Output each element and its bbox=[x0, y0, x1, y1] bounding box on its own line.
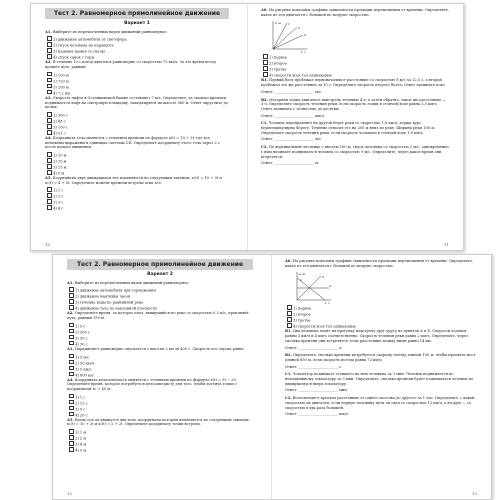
option-text: 4) 5 м bbox=[75, 448, 87, 453]
answer-unit: м/с. bbox=[315, 137, 323, 142]
option-text: 3) 100 с bbox=[53, 125, 68, 130]
answer-unit: мин. bbox=[339, 388, 348, 393]
x-axis-label: t, c bbox=[301, 50, 306, 54]
answer-line bbox=[261, 114, 449, 119]
option-text: 4) 51 с bbox=[53, 131, 66, 136]
checkbox-square[interactable] bbox=[287, 305, 292, 310]
option-text: 2) 48 с bbox=[53, 119, 66, 124]
option-text: 3) третье bbox=[293, 318, 311, 323]
task-item bbox=[45, 60, 229, 69]
answer-line bbox=[285, 365, 477, 370]
task-list bbox=[45, 30, 229, 212]
task-text: Два человека ходят на прогулку навстречу друг другу из пунктов А и Б. Скорости ходоков равны 3 км/ч и 4 км/ч соответственно. Скорость течения реки равна 2 км/ч. Определите, через сколько времени они встретятся, если расстояние между ними равно 14 км. bbox=[285, 329, 468, 343]
checkbox-square[interactable] bbox=[69, 287, 74, 292]
task-item bbox=[67, 418, 253, 427]
option-text: 4) 800 м/с bbox=[75, 372, 94, 377]
left-page bbox=[39, 4, 235, 250]
task-number: В2. bbox=[285, 353, 292, 358]
answer-label: Ответ: bbox=[261, 137, 274, 142]
task-text: Эскалатор поднимает стоящего на нем человека за 1 мин. Человек поднимается по неподвижному эскалатору за 3 мин. Определите, сколько времени будет подниматься человек по движущемуся вверх эскалатору. bbox=[285, 372, 474, 386]
line-label-1: 1 bbox=[288, 22, 290, 27]
option-text: 1) движение автомобиля при торможении bbox=[75, 288, 156, 293]
checkbox-square[interactable] bbox=[287, 317, 292, 322]
right-page bbox=[255, 4, 455, 250]
task-text: Человек переправляет на другой берег реки со скоростью 1,8 км/ч, держа курс перпендикулярно берегу. Течение относит его на 200 м вниз по реке. Ширина реки 100 м. Определите скорость течения реки, если скорость человека в стоячей воде 1,8 км/ч. bbox=[261, 121, 436, 135]
task-number: А4. bbox=[45, 135, 52, 140]
task-item bbox=[67, 281, 253, 286]
checkbox-square[interactable] bbox=[47, 118, 52, 123]
checkbox-square[interactable] bbox=[47, 72, 52, 77]
option-text: 4) спуск санок с горы bbox=[53, 55, 95, 60]
task-list bbox=[67, 281, 253, 453]
checkbox-square[interactable] bbox=[47, 193, 52, 198]
checkbox-square[interactable] bbox=[47, 199, 52, 204]
option-text: 2) 20 м bbox=[53, 159, 67, 164]
task-number: С1. bbox=[261, 121, 268, 126]
checkbox-square[interactable] bbox=[263, 54, 268, 59]
task-number: А3. bbox=[45, 95, 52, 100]
task-item bbox=[261, 145, 449, 159]
task-a6 bbox=[261, 8, 449, 17]
answer-line bbox=[285, 388, 477, 393]
option-text: 3) течение воды по равнинной реке bbox=[75, 300, 144, 305]
checkbox-square[interactable] bbox=[69, 441, 74, 446]
answer-label: Ответ: bbox=[285, 412, 298, 417]
checkbox-square[interactable] bbox=[69, 354, 74, 359]
task-item bbox=[261, 121, 449, 135]
checkbox-square[interactable] bbox=[47, 54, 52, 59]
task-number: А2. bbox=[45, 60, 52, 65]
checkbox-square[interactable] bbox=[263, 72, 268, 77]
checkbox-square[interactable] bbox=[47, 48, 52, 53]
checkbox-square[interactable] bbox=[69, 335, 74, 340]
task-number: А5. bbox=[45, 176, 52, 181]
task-item bbox=[67, 347, 253, 352]
checkbox-square[interactable] bbox=[47, 170, 52, 175]
option-text: 1) 1 с bbox=[53, 188, 64, 193]
task-number: А6. bbox=[285, 259, 292, 263]
line-label-1: 1 bbox=[300, 278, 302, 283]
option-text: 4) скорости всех тел одинаковые bbox=[269, 73, 332, 78]
answer-blank[interactable]: ______________________ bbox=[273, 113, 316, 118]
option-text: 4) скорости всех тел одинаковые bbox=[293, 324, 356, 329]
option-text: 3) 15 м bbox=[53, 165, 67, 170]
task-item bbox=[285, 372, 477, 386]
task-number: С2. bbox=[285, 396, 292, 401]
option-text: 2) второе bbox=[293, 312, 311, 317]
x-axis-label: t, c bbox=[325, 301, 330, 305]
y-axis-label: s, м bbox=[299, 272, 305, 277]
option-text: 1) 5 с bbox=[75, 324, 86, 329]
page-number: 12 bbox=[67, 491, 73, 497]
graph-line-3 bbox=[273, 35, 303, 49]
answer-unit: м/с. bbox=[315, 89, 323, 94]
checkbox-square[interactable] bbox=[47, 130, 52, 135]
checkbox-square[interactable] bbox=[47, 164, 52, 169]
line-label-2: 2 bbox=[322, 275, 324, 280]
checkbox-square[interactable] bbox=[47, 187, 52, 192]
checkbox-square[interactable] bbox=[69, 394, 74, 399]
task-text: Моторная лодка двигалась навстречу течению 4 ч, а затем обратно, такое же расстояние — 3 ч. Определите скорость течения реки, если скорость лодки в стоячей воде равна 3,5 км/ч. Ответ запишите с точностью до десятых. bbox=[261, 97, 446, 111]
page-gutter bbox=[247, 4, 248, 250]
answer-line bbox=[261, 137, 449, 142]
checkbox-square[interactable] bbox=[69, 406, 74, 411]
page-number: 13 bbox=[471, 491, 477, 497]
book-spread-variant-2 bbox=[52, 254, 492, 500]
answer-blank[interactable]: ______________________ bbox=[297, 412, 340, 417]
task-number: А1. bbox=[67, 280, 74, 285]
task-item bbox=[45, 96, 229, 110]
task-item bbox=[261, 78, 449, 87]
page-number: 11 bbox=[443, 242, 449, 248]
option-text: 3) 3 с bbox=[53, 200, 64, 205]
line-label-3: 3 bbox=[304, 33, 306, 38]
left-page bbox=[61, 255, 259, 499]
answer-unit: км/ч. bbox=[339, 412, 349, 417]
task-a6 bbox=[285, 259, 477, 268]
line-label-2: 2 bbox=[298, 26, 300, 31]
answer-line bbox=[261, 161, 449, 166]
option-text: 3) 5 км/с bbox=[75, 366, 92, 371]
answer-label: Ответ: bbox=[261, 113, 274, 118]
task-number: А3. bbox=[67, 346, 74, 351]
graph-line-2 bbox=[273, 27, 297, 49]
task-item bbox=[45, 30, 229, 35]
option-text: 4) 30 с bbox=[75, 342, 88, 347]
book-spread-variant-1 bbox=[30, 3, 464, 251]
option-text: 2) 2 м bbox=[75, 436, 87, 441]
graph-line-1 bbox=[273, 23, 287, 49]
task-number: С1. bbox=[285, 372, 292, 377]
variant-heading: Вариант 2 bbox=[147, 272, 173, 277]
checkbox-square[interactable] bbox=[69, 360, 74, 365]
answer-blank[interactable]: ______________________ bbox=[273, 89, 316, 94]
answer-blank[interactable]: ______________________ bbox=[297, 345, 340, 350]
answer-unit: ч. bbox=[339, 345, 343, 350]
checkbox-square[interactable] bbox=[69, 412, 74, 417]
option-text: 3) 5 с bbox=[75, 406, 86, 411]
task-text: На рисунке показаны графики зависимости проекции перемещения от времени. Определите, какое из тел двигается с большей по модулю скоростью. bbox=[285, 259, 473, 268]
right-page bbox=[279, 255, 483, 499]
checkbox-square[interactable] bbox=[69, 299, 74, 304]
task-item bbox=[285, 329, 477, 343]
answer-line bbox=[285, 346, 477, 351]
option-text: 3) 4 м bbox=[75, 442, 87, 447]
task-text: Выберите из перечисленных видов движений равномерное. bbox=[74, 280, 190, 285]
answer-unit: с. bbox=[339, 364, 343, 369]
option-text: 1) первое bbox=[293, 306, 312, 311]
option-text: 1) 1 м bbox=[75, 430, 87, 435]
checkbox-square[interactable] bbox=[69, 372, 74, 377]
task-item bbox=[67, 311, 253, 320]
option-text: 4) 20 с bbox=[75, 412, 88, 417]
y-axis-label: s, м bbox=[275, 21, 281, 26]
option-text: 4) 5 м bbox=[53, 171, 65, 176]
answer-blank[interactable]: ______________________ bbox=[273, 137, 316, 142]
answer-line bbox=[285, 412, 477, 417]
checkbox-square[interactable] bbox=[47, 42, 52, 47]
checkbox-square[interactable] bbox=[47, 112, 52, 117]
option-text: 3) 200 м bbox=[53, 85, 69, 90]
checkbox-square[interactable] bbox=[69, 293, 74, 298]
answer-option bbox=[45, 205, 229, 211]
option-text: 3) третье bbox=[269, 67, 287, 72]
answer-unit: м. bbox=[315, 161, 320, 166]
option-text: 1) 10 м bbox=[53, 153, 67, 158]
option-text: 2) 50 км/ч bbox=[75, 360, 95, 365]
variant-heading: Вариант 1 bbox=[124, 21, 150, 26]
task-text: Парашютист равномерно опускается с высоты 2 км за 400 с. Скорость его спуска равна bbox=[74, 346, 244, 351]
checkbox-square[interactable] bbox=[263, 66, 268, 71]
option-text: 4) движение тела по наклонной плоскости bbox=[75, 306, 157, 311]
answer-label: Ответ: bbox=[261, 89, 274, 94]
checkbox-square[interactable] bbox=[287, 323, 292, 328]
task-number: А1. bbox=[45, 29, 52, 34]
checkbox-square[interactable] bbox=[69, 366, 74, 371]
a6-options bbox=[261, 54, 449, 78]
option-text: 2) движение маятника часов bbox=[75, 294, 131, 299]
answer-label: Ответ: bbox=[285, 388, 298, 393]
option-text: 4) 7,2 км bbox=[53, 91, 70, 96]
option-text: 2) 13 с bbox=[75, 400, 88, 405]
checkbox-square[interactable] bbox=[47, 84, 52, 89]
task-item bbox=[67, 378, 253, 392]
option-text: 2) 2 с bbox=[53, 194, 64, 199]
checkbox-square[interactable] bbox=[47, 152, 52, 157]
task-text: На рисунке показаны графики зависимости проекции перемещения от времени. Определите, какое из тел двигается с большей по модулю скоростью. bbox=[261, 8, 449, 17]
option-text: 1) 100 м bbox=[53, 73, 69, 78]
task-text: В течение 10 с поезд двигался равномерно со скоростью 72 км/ч. За это время поезд прошёл путь, равный bbox=[45, 60, 216, 70]
page-number: 10 bbox=[45, 242, 51, 248]
task-number: А2. bbox=[67, 311, 74, 316]
test-title: Тест 2. Равномерное прямолинейное движение bbox=[45, 8, 229, 19]
task-text: Скорость лифта в Останкинской башне составляет 7 м/с. Определите, за сколько времени поднимается лифт на смотровую площадку, находящуюся на высоте 360 м. Ответ округлите до целых. bbox=[45, 95, 228, 110]
task-number: В1. bbox=[285, 329, 292, 334]
option-text: 2) второе bbox=[269, 61, 287, 66]
task-text: Определите время, за которое плот, движущийся по реке со скоростью 0,5 м/с, проплывёт путь, равный 150 м. bbox=[67, 311, 249, 321]
page-gutter bbox=[271, 255, 272, 499]
task-number: С2. bbox=[261, 145, 268, 150]
answer-label: Ответ: bbox=[285, 345, 298, 350]
option-text: 1) 1 с bbox=[75, 394, 86, 399]
checkbox-square[interactable] bbox=[69, 447, 74, 452]
task-text: Координаты двух движущихся тел изменяются по следующим законам: x₁(t) = 10 + 3t и x₂(t) = 4 + 5t. Определите момент времени встречи этих тел. bbox=[45, 176, 222, 185]
option-text: 1) 360 с bbox=[53, 113, 68, 118]
checkbox-square[interactable] bbox=[287, 311, 292, 316]
checkbox-square[interactable] bbox=[69, 329, 74, 334]
task-item bbox=[285, 353, 477, 362]
displacement-graph bbox=[293, 270, 333, 304]
task-text: Первый болт пробежал первоначальное расстояние со скоростью 8 м/с за 12,5 с, а второй пробежал это же расстояние за 10 с. Определите скорость второго болта. Ответ запишите в м/с. bbox=[261, 78, 447, 88]
checkbox-square[interactable] bbox=[47, 90, 52, 95]
checkbox-square[interactable] bbox=[69, 435, 74, 440]
checkbox-square[interactable] bbox=[69, 400, 74, 405]
answer-blank[interactable]: ______________________ bbox=[297, 388, 340, 393]
answer-unit: км/ч. bbox=[315, 113, 325, 118]
task-item bbox=[261, 98, 449, 112]
option-text: 1) 5 м/с bbox=[75, 354, 90, 359]
task-text: Координата тела меняется с течением времени по формуле x(t) = 10 + 5t, где все величины выражены в единицах системы СИ. Определите координату этого тела через 2 с после начала движения. bbox=[45, 135, 220, 150]
task-list bbox=[285, 329, 477, 417]
task-number: А6. bbox=[261, 8, 268, 12]
checkbox-square[interactable] bbox=[47, 124, 52, 129]
task-number: В1. bbox=[261, 78, 268, 83]
task-list bbox=[261, 78, 449, 166]
checkbox-square[interactable] bbox=[47, 78, 52, 83]
displacement-graph bbox=[269, 19, 309, 53]
answer-blank[interactable]: ______________________ bbox=[297, 364, 340, 369]
task-text: Координата велосипедиста меняется с течением времени по формуле x(t) = 5t − 20. Определите время, которое потребуется велосипедисту для того, чтобы достичь точки с координатой x₀ = 45 м. bbox=[67, 377, 237, 391]
option-text: 2) 300 с bbox=[75, 330, 90, 335]
option-text: 1) первое bbox=[269, 55, 288, 60]
checkbox-square[interactable] bbox=[47, 158, 52, 163]
checkbox-square[interactable] bbox=[69, 429, 74, 434]
task-text: По вертикальной лестнице с высоты 100 м. спуск человека со скоростью 2 м/с, одновременно с ним начинает подниматься человек со скоростью 9 м/с. Определите, через какое время они встретятся. bbox=[261, 145, 449, 159]
task-text: Определите, сколько времени потребуется скорому поезду длиной 150 м, чтобы проехать мост длиной 850 м, если скорость поезда равна 72 км/ч. bbox=[285, 353, 476, 362]
answer-label: Ответ: bbox=[285, 364, 298, 369]
answer-option bbox=[67, 447, 253, 453]
option-text: 2) спуск человека на парашюте bbox=[53, 43, 114, 48]
task-number: А5. bbox=[67, 417, 74, 422]
answer-label: Ответ: bbox=[261, 161, 274, 166]
option-text: 1) движение автомобиля от светофора bbox=[53, 37, 127, 42]
answer-line bbox=[261, 90, 449, 95]
line-label-3: 3 bbox=[329, 284, 331, 289]
option-text: 3) 50 с bbox=[75, 336, 88, 341]
task-number: В2. bbox=[261, 97, 268, 102]
task-item bbox=[45, 176, 229, 185]
a6-options bbox=[285, 305, 477, 329]
checkbox-square[interactable] bbox=[69, 323, 74, 328]
task-text: Выберите из перечисленных видов движений равномерное. bbox=[52, 29, 168, 34]
task-text: Велосипедист проехал расстояние от одного поселка до другого за 1 час. Определите, с какой скоростью он двигался, если первую половину пути он ехал со скоростью 12 км/ч, а вторую — со скоростью в два раза большей. bbox=[285, 396, 475, 410]
task-item bbox=[45, 136, 229, 150]
option-text: 2) 720 м bbox=[53, 79, 69, 84]
checkbox-square[interactable] bbox=[69, 341, 74, 346]
answer-blank[interactable]: ______________________ bbox=[273, 161, 316, 166]
checkbox-square[interactable] bbox=[47, 205, 52, 210]
option-text: 3) падение камня со скалы bbox=[53, 49, 105, 54]
task-text: Вдоль оси ох движутся два тела, координаты которых изменяются по следующим законам: x₁(t) = 10 + 2t и x₂(t) = 2 + 2t. Определите координату точки встречи. bbox=[67, 417, 250, 427]
checkbox-square[interactable] bbox=[47, 36, 52, 41]
checkbox-square[interactable] bbox=[69, 305, 74, 310]
option-text: 4) 4 с bbox=[53, 206, 64, 211]
task-number: А4. bbox=[67, 377, 74, 382]
test-title: Тест 2. Равномерное прямолинейное движение bbox=[67, 259, 253, 270]
checkbox-square[interactable] bbox=[263, 60, 268, 65]
task-item bbox=[285, 396, 477, 410]
